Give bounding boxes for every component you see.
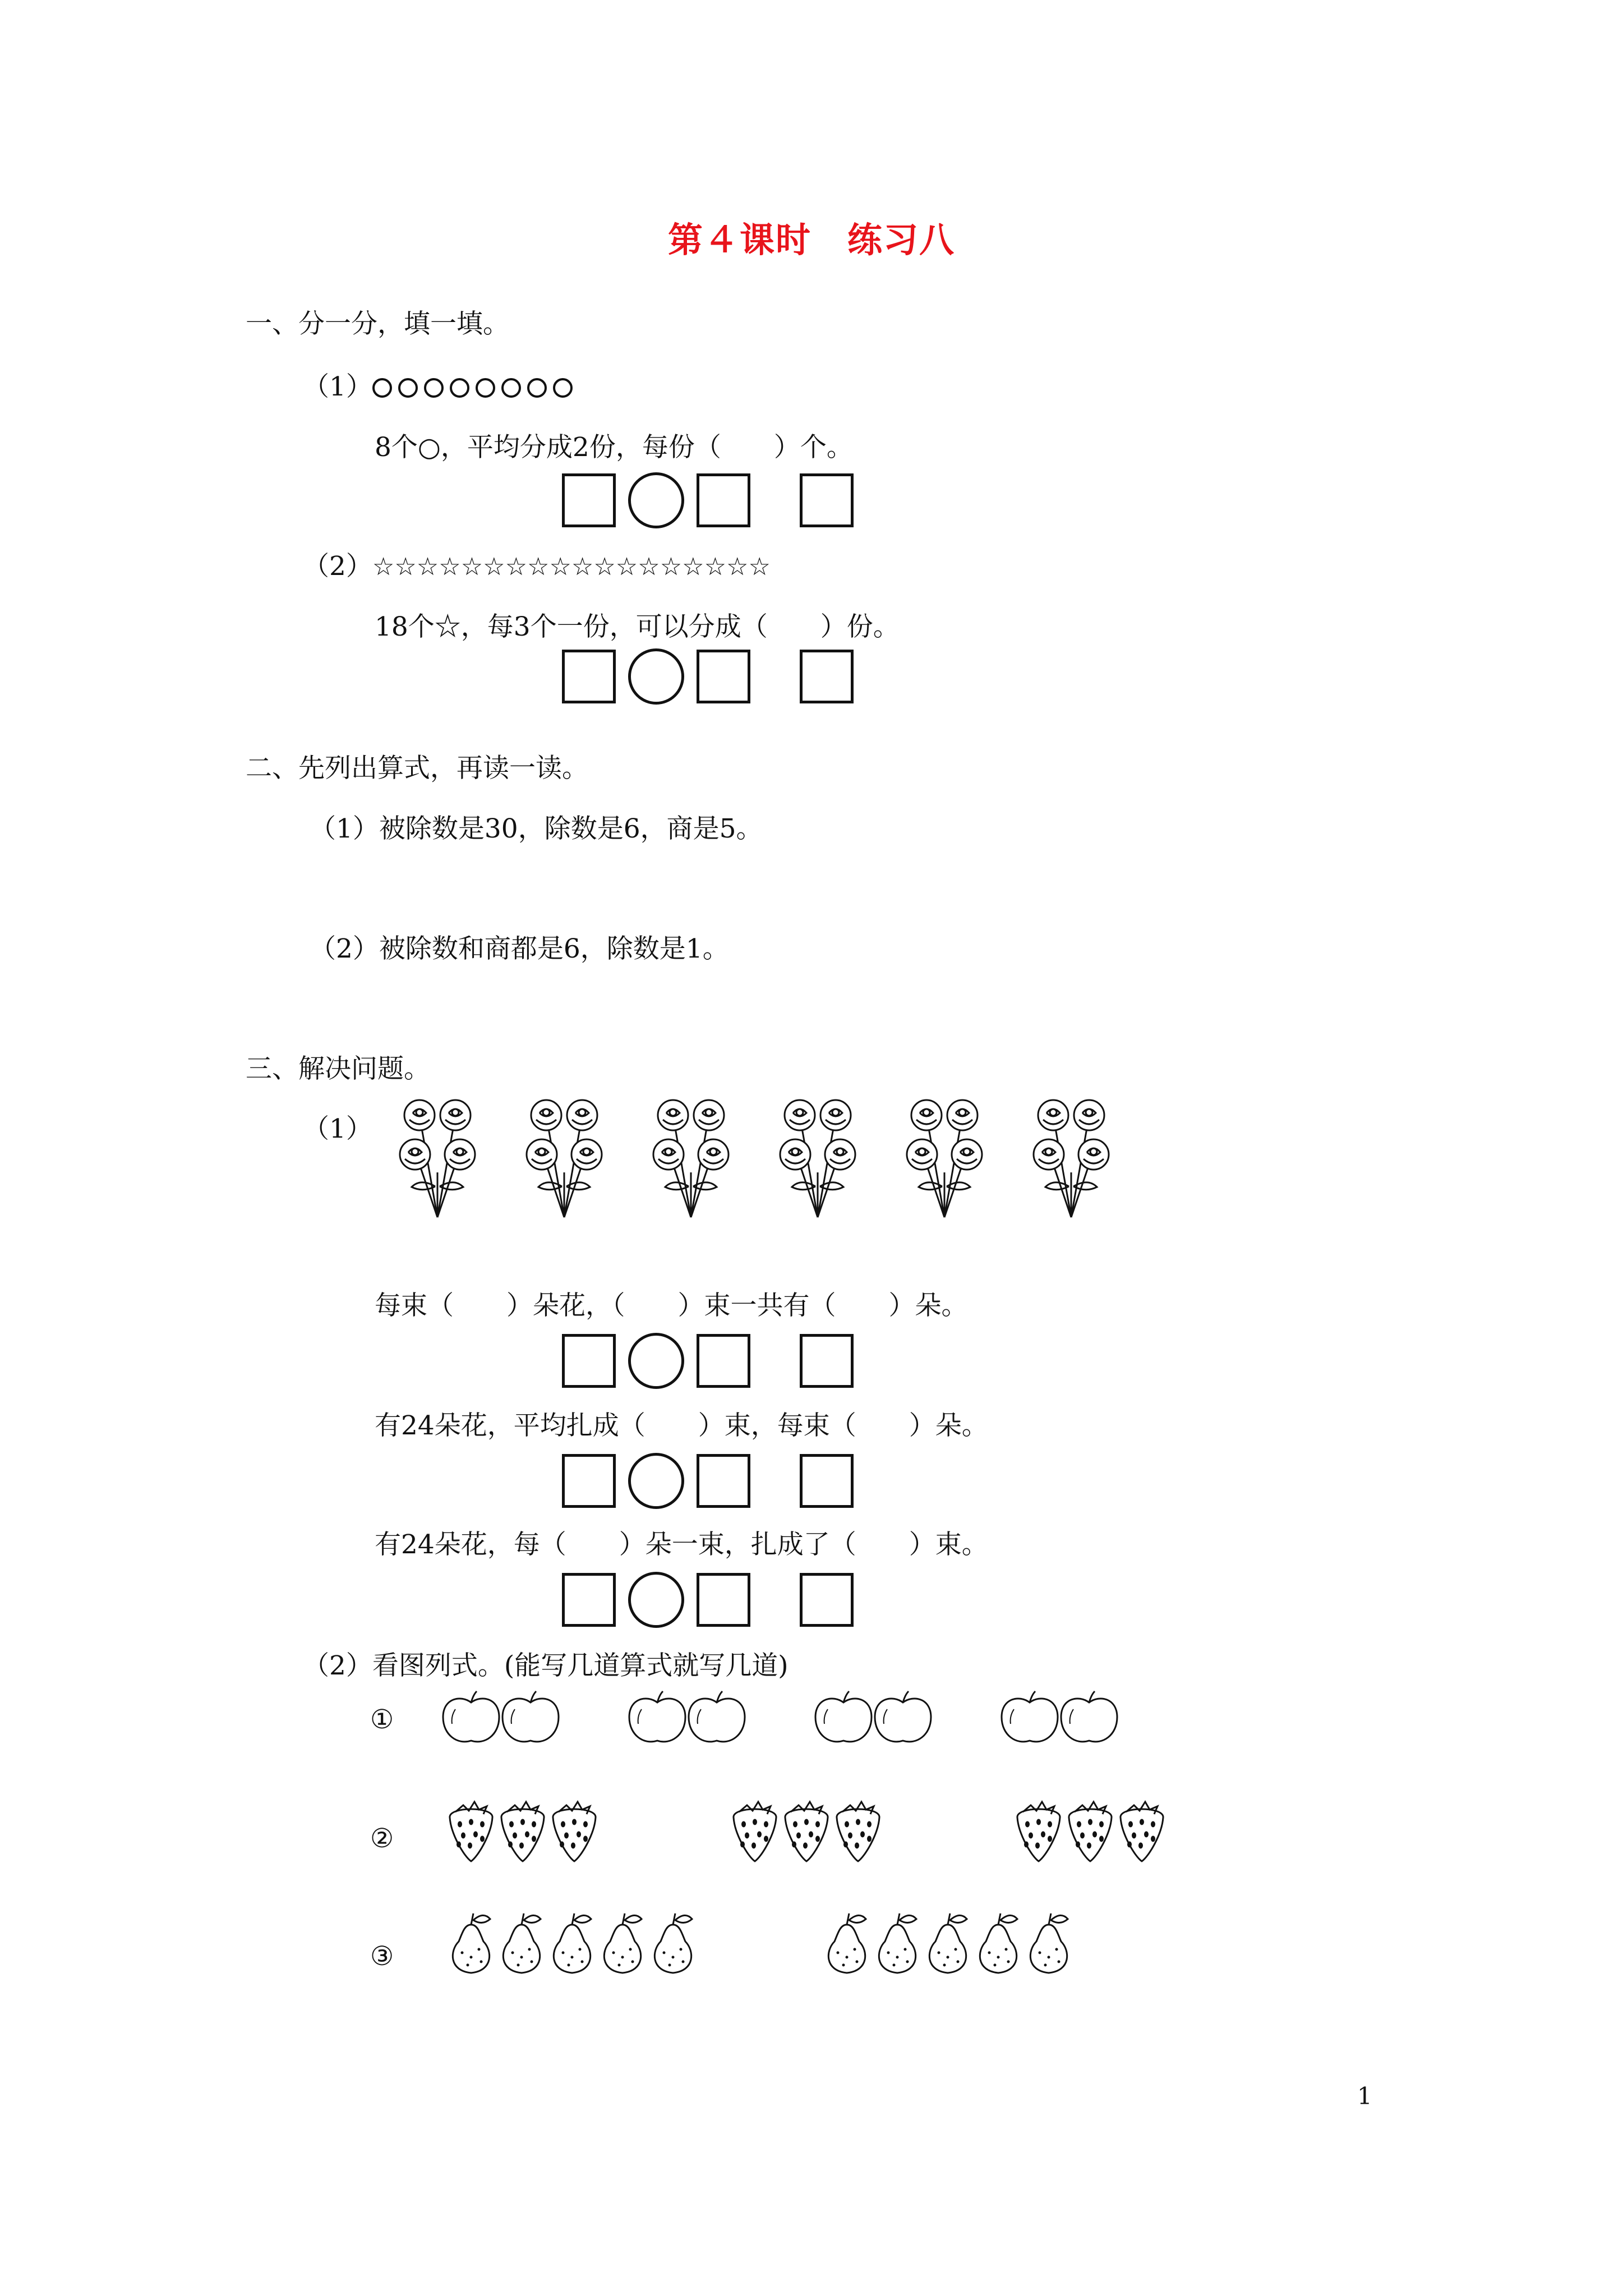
- section-1-heading: 一、分一分，填一填。: [246, 309, 509, 339]
- q1-2-label: （2）: [303, 551, 372, 582]
- apple-icon: [1002, 1691, 1058, 1742]
- bouquet-icon: [400, 1100, 475, 1217]
- section-2-heading: 二、先列出算式，再读一读。: [246, 753, 588, 784]
- pear-icon: [604, 1913, 642, 1973]
- equation-boxes-2: [562, 648, 854, 705]
- pear-icon: [929, 1913, 967, 1973]
- q3-1-line1: 每束（ ）朵花，（ ）束一共有（ ）朵。: [375, 1290, 968, 1321]
- answer-box-divisor[interactable]: [697, 473, 750, 527]
- section-3-heading: 三、解决问题。: [246, 1053, 430, 1084]
- pear-icon: [828, 1913, 866, 1973]
- apple-icon: [502, 1691, 559, 1742]
- apple-icon: [443, 1691, 499, 1742]
- strawberry-icon: [785, 1802, 828, 1861]
- pear-icon: [654, 1913, 692, 1973]
- operator-circle[interactable]: [628, 1572, 684, 1628]
- strawberry-icon: [734, 1802, 776, 1861]
- apple-icon: [629, 1691, 685, 1742]
- q3-1-line3: 有24朵花，每（ ）朵一束，扎成了（ ）束。: [375, 1529, 988, 1560]
- operator-circle[interactable]: [628, 1333, 684, 1389]
- apple-icon: [815, 1691, 872, 1742]
- equation-boxes-5: [562, 1572, 854, 1628]
- circle-glyph: [476, 378, 495, 398]
- strawberry-icon: [553, 1802, 596, 1861]
- pear-icon: [554, 1913, 591, 1973]
- strawberry-icon: [837, 1802, 879, 1861]
- circle-glyph: [398, 378, 418, 398]
- answer-box-result[interactable]: [800, 473, 854, 527]
- answer-box-dividend[interactable]: [562, 1454, 616, 1508]
- equation-boxes-1: [562, 472, 854, 528]
- answer-box-divisor[interactable]: [697, 1573, 750, 1627]
- strawberry-icon: [1069, 1802, 1112, 1861]
- bouquets-picture: [393, 1088, 1166, 1223]
- q3-1-label: （1）: [303, 1114, 372, 1144]
- pear-icon: [879, 1913, 916, 1973]
- q1-1-label: （1）: [303, 371, 372, 402]
- apples-picture: [443, 1688, 1228, 1750]
- page-number: 1: [1357, 2082, 1372, 2110]
- pear-icon: [1030, 1913, 1068, 1973]
- apple-icon: [875, 1691, 931, 1742]
- pear-icon: [453, 1913, 490, 1973]
- pear-icon: [503, 1913, 541, 1973]
- strawberry-icon: [450, 1802, 492, 1861]
- bouquet-icon: [780, 1100, 855, 1217]
- strawberry-icon: [501, 1802, 544, 1861]
- page-title: 第４课时 练习八: [667, 219, 955, 260]
- q3-1-line2: 有24朵花，平均扎成（ ）束，每束（ ）朵。: [375, 1410, 988, 1441]
- item-3-number: ③: [370, 1941, 394, 1972]
- circle-glyph: [372, 378, 392, 398]
- circle-glyph: [501, 378, 521, 398]
- apple-icon: [1061, 1691, 1117, 1742]
- operator-circle[interactable]: [628, 648, 684, 705]
- answer-box-dividend[interactable]: [562, 1573, 616, 1627]
- answer-box-result[interactable]: [800, 1454, 854, 1508]
- answer-box-result[interactable]: [800, 1573, 854, 1627]
- answer-box-result[interactable]: [800, 1334, 854, 1388]
- q2-1-text: （1）被除数是30，除数是6，商是5。: [310, 813, 763, 844]
- circle-glyph: [450, 378, 469, 398]
- pears-picture: [443, 1903, 1172, 1981]
- circle-glyph: [553, 378, 573, 398]
- equation-boxes-4: [562, 1453, 854, 1509]
- answer-box-divisor[interactable]: [697, 1334, 750, 1388]
- circle-glyph: [424, 378, 444, 398]
- strawberry-icon: [1017, 1802, 1060, 1861]
- answer-box-result[interactable]: [800, 650, 854, 703]
- answer-box-dividend[interactable]: [562, 650, 616, 703]
- answer-box-dividend[interactable]: [562, 473, 616, 527]
- pear-icon: [980, 1913, 1017, 1973]
- strawberry-icon: [1121, 1802, 1163, 1861]
- bouquet-icon: [527, 1100, 602, 1217]
- operator-circle[interactable]: [628, 472, 684, 528]
- q3-2-label: （2）看图列式。(能写几道算式就写几道): [303, 1650, 789, 1681]
- q1-2-stem: 18个☆，每3个一份，可以分成（ ）份。: [375, 611, 900, 642]
- answer-box-divisor[interactable]: [697, 1454, 750, 1508]
- apple-icon: [689, 1691, 745, 1742]
- item-2-number: ②: [370, 1823, 394, 1854]
- answer-box-dividend[interactable]: [562, 1334, 616, 1388]
- equation-boxes-3: [562, 1333, 854, 1389]
- q2-2-text: （2）被除数和商都是6，除数是1。: [310, 933, 729, 964]
- operator-circle[interactable]: [628, 1453, 684, 1509]
- item-1-number: ①: [370, 1704, 394, 1735]
- bouquet-icon: [653, 1100, 728, 1217]
- circle-glyph: [527, 378, 547, 398]
- q1-1-circles-line: [303, 366, 579, 403]
- q1-1-stem: 8个○，平均分成2份，每份（ ）个。: [375, 432, 853, 463]
- answer-box-divisor[interactable]: [697, 650, 750, 703]
- bouquet-icon: [907, 1100, 982, 1217]
- circle-glyph-row: [372, 371, 579, 402]
- bouquet-icon: [1034, 1100, 1109, 1217]
- star-row: ☆☆☆☆☆☆☆☆☆☆☆☆☆☆☆☆☆☆: [372, 553, 771, 581]
- strawberries-picture: [443, 1789, 1172, 1868]
- q1-2-stars-line: [303, 545, 771, 583]
